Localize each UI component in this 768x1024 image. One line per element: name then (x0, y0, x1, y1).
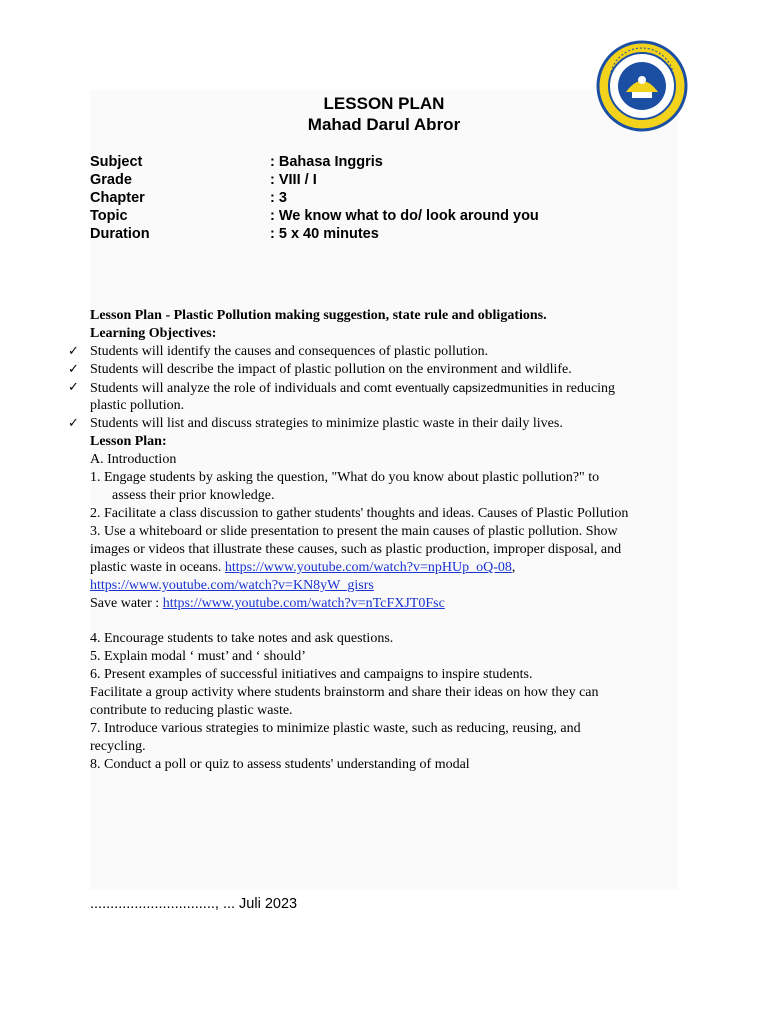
objective-item: Students will describe the impact of plastic pollution on the environment and wildlife. (90, 362, 572, 377)
plan-intro: A. Introduction (90, 452, 177, 467)
info-value-topic: : We know what to do/ look around you (270, 208, 539, 224)
group-activity: Facilitate a group activity where students brainstorm and share their ideas on how they can (90, 685, 599, 700)
info-label-subject: Subject (90, 154, 143, 170)
plan-step-8: 8. Conduct a poll or quiz to assess students' understanding of modal (90, 757, 470, 772)
objective-item: Students will list and discuss strategies to minimize plastic waste in their daily lives. (90, 416, 563, 431)
plan-step-6: 6. Present examples of successful initiatives and campaigns to inspire students. (90, 667, 533, 682)
plan-step-5: 5. Explain modal ‘ must’ and ‘ should’ (90, 649, 306, 664)
objectives-heading: Learning Objectives: (90, 326, 217, 341)
page-title: LESSON PLAN (323, 94, 445, 113)
group-activity-continuation: contribute to reducing plastic waste. (90, 703, 293, 718)
youtube-link-1[interactable]: https://www.youtube.com/watch?v=npHUp_oQ-08 (224, 560, 512, 575)
plan-step-3-line2: images or videos that illustrate these causes, such as plastic production, improper disposal, and (90, 542, 622, 557)
checkmark-icon: ✓ (68, 344, 79, 359)
objective-item: Students will analyze the role of individuals and comt eventually capsizedmunities in reducing (90, 381, 616, 396)
objective-item-continuation: plastic pollution. (90, 398, 185, 413)
plan-step-2: 2. Facilitate a class discussion to gather students' thoughts and ideas. Causes of Plastic Pollution (90, 506, 629, 521)
plan-step-7-continuation: recycling. (90, 739, 146, 754)
info-value-subject: : Bahasa Inggris (270, 154, 383, 170)
date-line: ..............................., ... Juli 2023 (90, 896, 298, 912)
school-name: Mahad Darul Abror (307, 115, 461, 134)
save-water-line: Save water : https://www.youtube.com/watch?v=nTcFXJT0Fsc (90, 596, 445, 611)
youtube-link-3[interactable]: https://www.youtube.com/watch?v=nTcFXJT0Fsc (162, 596, 445, 611)
objective-inserted-text: eventually capsized (395, 381, 500, 395)
info-label-chapter: Chapter (90, 190, 145, 206)
checkmark-icon: ✓ (68, 380, 79, 395)
info-label-grade: Grade (90, 172, 132, 188)
plan-step-3-line4 (90, 577, 374, 595)
plan-heading: Lesson Plan: (90, 434, 167, 449)
lesson-heading: Lesson Plan - Plastic Pollution making suggestion, state rule and obligations. (90, 308, 547, 323)
plan-step-4: 4. Encourage students to take notes and ask questions. (90, 631, 394, 646)
info-label-topic: Topic (90, 208, 128, 224)
checkmark-icon: ✓ (68, 416, 79, 431)
youtube-link-2[interactable]: https://www.youtube.com/watch?v=KN8yW_gisrs (90, 578, 374, 593)
plan-step-7: 7. Introduce various strategies to minimize plastic waste, such as reducing, reusing, and (90, 721, 581, 736)
plan-step-3: 3. Use a whiteboard or slide presentation to present the main causes of plastic pollution. Show (90, 524, 618, 539)
plan-step-1: 1. Engage students by asking the question, "What do you know about plastic pollution?" to (90, 470, 600, 485)
info-value-duration: : 5 x 40 minutes (270, 226, 379, 242)
info-label-duration: Duration (90, 226, 150, 242)
objective-item: Students will identify the causes and consequences of plastic pollution. (90, 344, 489, 359)
info-value-grade: : VIII / I (270, 172, 317, 188)
info-value-chapter: : 3 (270, 190, 287, 206)
plan-step-3-line3: plastic waste in oceans. https://www.youtube.com/watch?v=npHUp_oQ-08, (90, 560, 516, 575)
checkmark-icon: ✓ (68, 362, 79, 377)
plan-step-1-continuation: assess their prior knowledge. (112, 488, 275, 503)
